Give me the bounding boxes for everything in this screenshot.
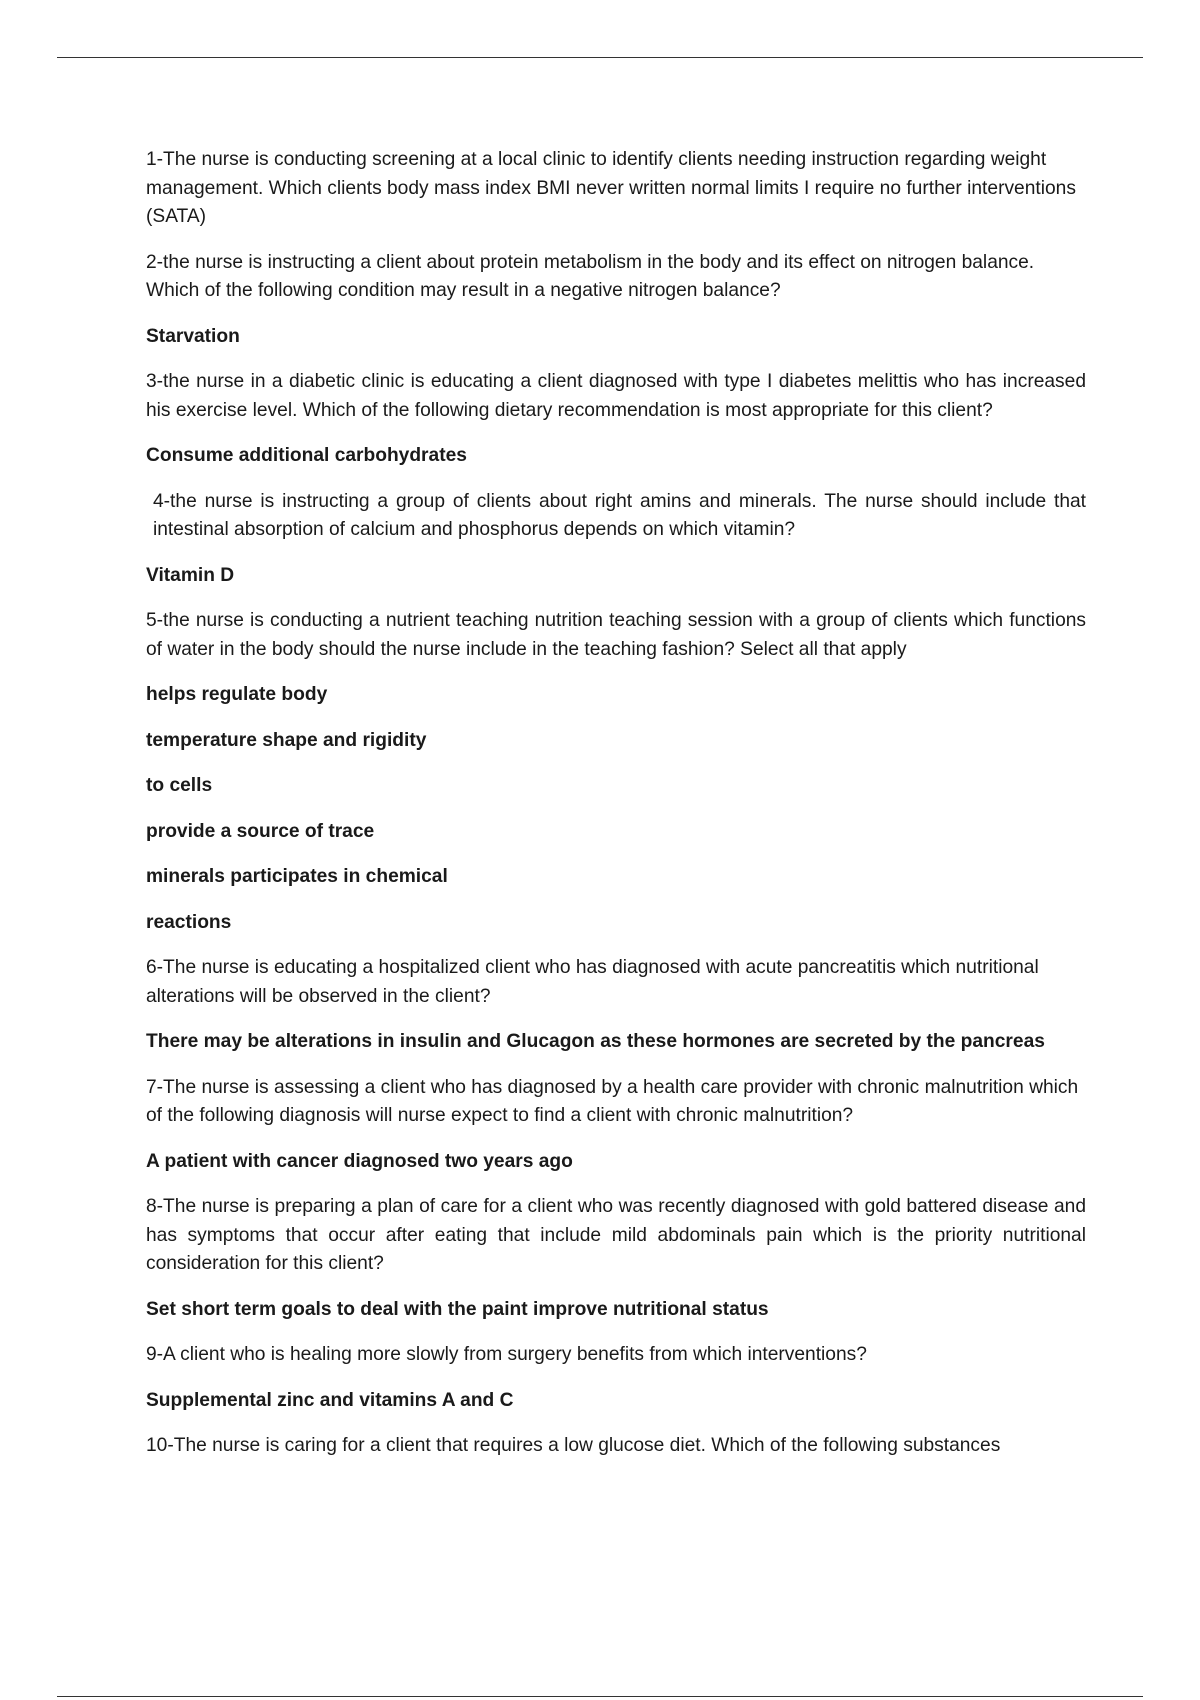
question-2: 2-the nurse is instructing a client about protein metabolism in the body and its effect on nitrogen balance. Which of the following condition may result in a negative nitrogen balance?: [146, 251, 1035, 301]
answer-9: Supplemental zinc and vitamins A and C: [146, 1389, 514, 1411]
question-10: 10-The nurse is caring for a client that requires a low glucose diet. Which of the following substances: [146, 1435, 1001, 1456]
answer-6: There may be alterations in insulin and Glucagon as these hormones are secreted by the pancreas: [146, 1031, 1045, 1052]
question-3: 3-the nurse in a diabetic clinic is educating a client diagnosed with type I diabetes melittis who has increased his exercise level. Which of the following dietary recommendation is most appropriate for this client?: [146, 371, 1086, 421]
answer-8: Set short term goals to deal with the paint improve nutritional status: [146, 1298, 769, 1320]
header-rule: [57, 57, 1143, 58]
answer-5-line-3: to cells: [146, 775, 213, 796]
answer-5-line-1: helps regulate body: [146, 684, 328, 705]
question-8: 8-The nurse is preparing a plan of care for a client who was recently diagnosed with gold battered disease and has symptoms that occur after eating that include mild abdominals pain which is the priority nutritional consideration for this client?: [146, 1196, 1086, 1274]
question-4: 4-the nurse is instructing a group of clients about right amins and minerals. The nurse should include that intestinal absorption of calcium and phosphorus depends on which vitamin?: [153, 490, 1086, 540]
answer-5-line-2: temperature shape and rigidity: [146, 729, 427, 751]
question-5: 5-the nurse is conducting a nutrient teaching nutrition teaching session with a group of clients which functions of water in the body should the nurse include in the teaching fashion? Select all that apply: [146, 610, 1086, 660]
document-body: [146, 146, 1086, 1478]
question-1: 1-The nurse is conducting screening at a local clinic to identify clients needing instruction regarding weight management. Which clients body mass index BMI never written normal limits I require no further interventions (SATA): [146, 149, 1076, 227]
question-7: 7-The nurse is assessing a client who has diagnosed by a health care provider with chronic malnutrition which of the following diagnosis will nurse expect to find a client with chronic malnutrition?: [146, 1076, 1079, 1126]
question-6: 6-The nurse is educating a hospitalized client who has diagnosed with acute pancreatitis which nutritional alterations will be observed in the client?: [146, 957, 1039, 1007]
answer-5-line-5: minerals participates in chemical: [146, 866, 448, 887]
answer-3: Consume additional carbohydrates: [146, 445, 467, 466]
answer-4: Vitamin D: [146, 564, 235, 586]
answer-5-line-6: reactions: [146, 911, 232, 933]
answer-5-line-4: provide a source of trace: [146, 820, 375, 842]
answer-2: Starvation: [146, 325, 240, 347]
question-9: 9-A client who is healing more slowly from surgery benefits from which interventions?: [146, 1344, 867, 1365]
answer-7: A patient with cancer diagnosed two years ago: [146, 1150, 573, 1172]
footer-rule: [57, 1696, 1143, 1697]
